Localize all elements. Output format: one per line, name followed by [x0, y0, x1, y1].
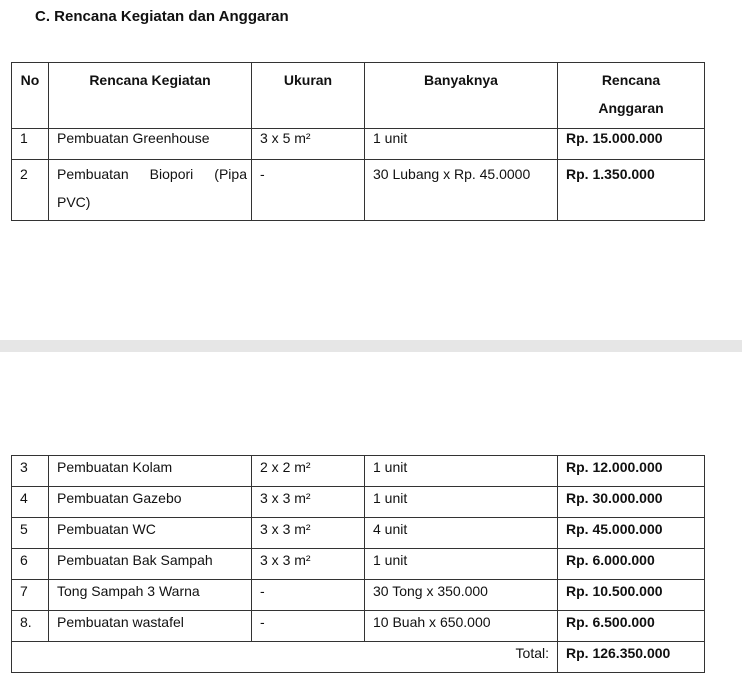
cell-ukuran: 3 x 3 m²: [252, 518, 365, 549]
header-no: No: [12, 63, 49, 129]
cell-anggaran: Rp. 6.500.000: [558, 611, 705, 642]
cell-ukuran: -: [252, 580, 365, 611]
cell-no: 5: [12, 518, 49, 549]
table-row: [12, 129, 705, 160]
cell-ukuran: 3 x 5 m²: [252, 129, 365, 160]
cell-kegiatan-line1: Pembuatan Biopori (Pipa: [57, 166, 247, 182]
section-heading: C. Rencana Kegiatan dan Anggaran: [35, 8, 289, 25]
cell-no: 7: [12, 580, 49, 611]
table-row: [12, 611, 705, 642]
cell-no: 2: [12, 160, 49, 221]
cell-anggaran: Rp. 30.000.000: [558, 487, 705, 518]
cell-kegiatan: Tong Sampah 3 Warna: [49, 580, 252, 611]
cell-no: 3: [12, 456, 49, 487]
header-ukuran: Ukuran: [252, 63, 365, 129]
cell-banyaknya: 1 unit: [365, 456, 558, 487]
page-break-divider: [0, 340, 742, 352]
cell-banyaknya: 4 unit: [365, 518, 558, 549]
cell-kegiatan: Pembuatan wastafel: [49, 611, 252, 642]
table-row: [12, 518, 705, 549]
total-value: Rp. 126.350.000: [558, 642, 705, 673]
cell-kegiatan: Pembuatan Gazebo: [49, 487, 252, 518]
total-row: [12, 642, 705, 673]
cell-anggaran: Rp. 12.000.000: [558, 456, 705, 487]
cell-banyaknya: 30 Lubang x Rp. 45.0000: [365, 160, 558, 221]
total-label: Total:: [12, 642, 558, 673]
cell-kegiatan: [49, 160, 252, 221]
cell-no: 1: [12, 129, 49, 160]
budget-table-page2: [11, 455, 705, 673]
cell-kegiatan: Pembuatan WC: [49, 518, 252, 549]
cell-anggaran: Rp. 1.350.000: [558, 160, 705, 221]
cell-ukuran: -: [252, 611, 365, 642]
budget-table-page1: [11, 62, 705, 221]
cell-anggaran: Rp. 6.000.000: [558, 549, 705, 580]
cell-kegiatan-line2: PVC): [57, 194, 91, 210]
header-anggaran-line1: Rencana: [601, 72, 661, 88]
cell-banyaknya: 30 Tong x 350.000: [365, 580, 558, 611]
cell-ukuran: 3 x 3 m²: [252, 487, 365, 518]
table-row: [12, 549, 705, 580]
cell-banyaknya: 10 Buah x 650.000: [365, 611, 558, 642]
cell-no: 6: [12, 549, 49, 580]
cell-no: 8.: [12, 611, 49, 642]
header-banyaknya: Banyaknya: [365, 63, 558, 129]
cell-ukuran: -: [252, 160, 365, 221]
table-row: [12, 487, 705, 518]
cell-banyaknya: 1 unit: [365, 487, 558, 518]
cell-anggaran: Rp. 45.000.000: [558, 518, 705, 549]
cell-anggaran: Rp. 15.000.000: [558, 129, 705, 160]
cell-banyaknya: 1 unit: [365, 549, 558, 580]
cell-ukuran: 2 x 2 m²: [252, 456, 365, 487]
cell-ukuran: 3 x 3 m²: [252, 549, 365, 580]
table-row: [12, 160, 705, 221]
cell-banyaknya: 1 unit: [365, 129, 558, 160]
table-row: [12, 456, 705, 487]
table-row: [12, 580, 705, 611]
table-header-row: [12, 63, 705, 129]
cell-kegiatan: Pembuatan Kolam: [49, 456, 252, 487]
cell-kegiatan: Pembuatan Greenhouse: [49, 129, 252, 160]
header-anggaran: [558, 63, 705, 129]
header-kegiatan: Rencana Kegiatan: [49, 63, 252, 129]
cell-kegiatan: Pembuatan Bak Sampah: [49, 549, 252, 580]
cell-no: 4: [12, 487, 49, 518]
cell-anggaran: Rp. 10.500.000: [558, 580, 705, 611]
header-anggaran-line2: Anggaran: [598, 100, 664, 116]
